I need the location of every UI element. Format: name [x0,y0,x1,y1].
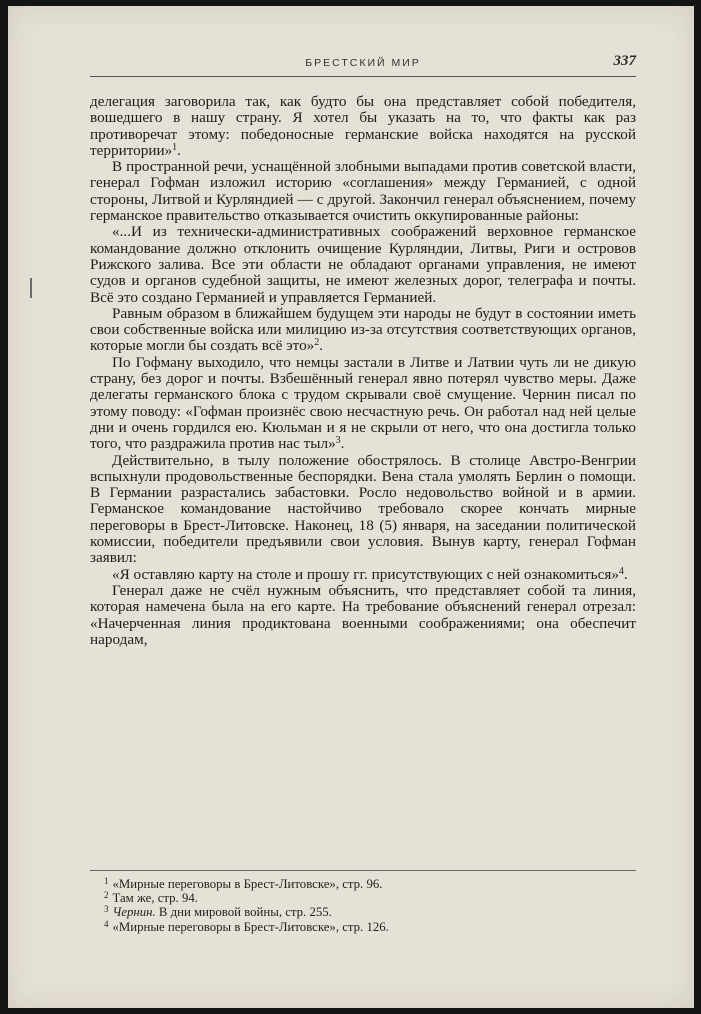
footnote [90,891,636,905]
paragraph-tail: . [623,565,628,583]
paragraph [90,583,636,648]
footnote-mark: 1 [104,876,109,886]
book-page [8,6,694,1008]
paragraph-text: «Я оставляю карту на столе и прошу гг. присутствующих с ней ознакомиться» [112,565,619,583]
paragraph-text: Равным образом в ближайшем будущем эти народы не будут в состоянии иметь свои собственные войска или милицию из-за отсутствия соответствующих органов, которые могли бы создать всё это» [90,304,636,355]
paragraph [90,306,636,355]
footnote-text: «Мирные переговоры в Брест-Литовске», стр. 126. [112,919,389,934]
running-head: БРЕСТСКИЙ МИР [305,57,421,69]
footnote-mark: 3 [104,904,109,915]
page-edge-mark [30,278,32,298]
page-header [90,52,636,77]
footnote-text: В дни мировой войны, стр. 255. [155,905,332,920]
paragraph-tail: . [319,337,324,355]
paragraph-text: Действительно, в тылу положение обострялось. В столице Австро-Венгрии вспыхнули продовольственные беспорядки. Вена стала умолять Берлин о помощи. В Германии разрастались забастовки. Росло недовольство войной и в армии. Германское командование настойчиво требовало скорее кончать мирные переговоры в Брест-Литовске. Наконец, 18 (5) января, на заседании политической комиссии, победители предъявили свои условия. Вынув карту, генерал Гофман заявил: [90,451,636,567]
paragraph [90,567,636,583]
paragraph [90,159,636,224]
paragraph-text: Генерал даже не счёл нужным объяснить, что представляет собой та линия, которая намечена была на его карте. На требование объяснений генерал отрезал: «Начерченная линия продиктована военными соображениями; она обеспечит народам, [90,581,636,648]
body-text [90,94,636,648]
footnote [90,905,636,919]
footnotes [90,870,636,934]
footnote-ref: 4 [618,565,624,577]
footnote-ref: 2 [314,337,320,349]
paragraph-tail: . [340,435,345,453]
paragraph [90,355,636,453]
paragraph [90,453,636,567]
paragraph [90,94,636,159]
footnote-mark: 4 [104,918,109,929]
footnote-text: Там же, стр. 94. [112,891,198,906]
footnote-ref: 1 [172,141,178,153]
footnote-author: Чернин. [112,905,156,920]
paragraph-text: В пространной речи, уснащённой злобными выпадами против советской власти, генерал Гофман изложил историю «соглашения» между Германией, с одной стороны, Литвой и Курляндией — с другой. Закончил генерал объяснением, почему германское правительство отказывается очистить оккупированные районы: [90,158,636,225]
footnote [90,877,636,891]
paragraph-text: делегация заговорила так, как будто бы она представляет собой победителя, вошедшего в нашу страну. Я хотел бы указать на то, что факты как раз противоречат этому: победоносные германские войска находятся на русской территории» [90,93,636,159]
paragraph-text: По Гофману выходило, что немцы застали в Литве и Латвии чуть ли не дикую страну, без дорог и почты. Взбешённый генерал явно потерял чувство меры. Даже делегаты германского блока с трудом скрывали своё смущение. Чернин писал по этому поводу: «Гофман произнёс свою несчастную речь. Он работал над ней целые дни и очень гордился ею. Кюльман и я не скрыли от него, что она достигла только того, что раздражила против нас тыл» [90,353,636,453]
footnote-text: «Мирные переговоры в Брест-Литовске», стр. 96. [112,877,383,891]
paragraph-text: «...И из технически-административных соображений верховное германское командование должно отклонить очищение Курляндии, Литвы, Риги и островов Рижского залива. Все эти области не обладают органами управления, не имеют судов и органов судебной защиты, не имеют железных дорог, телеграфа и почты. Всё это создано Германией и управляется Германией. [90,223,636,306]
footnote [90,920,636,934]
footnote-mark: 2 [104,890,109,901]
paragraph-tail: . [177,141,181,159]
footnote-ref: 3 [335,435,341,447]
paragraph [90,224,636,305]
page-number: 337 [613,53,636,69]
